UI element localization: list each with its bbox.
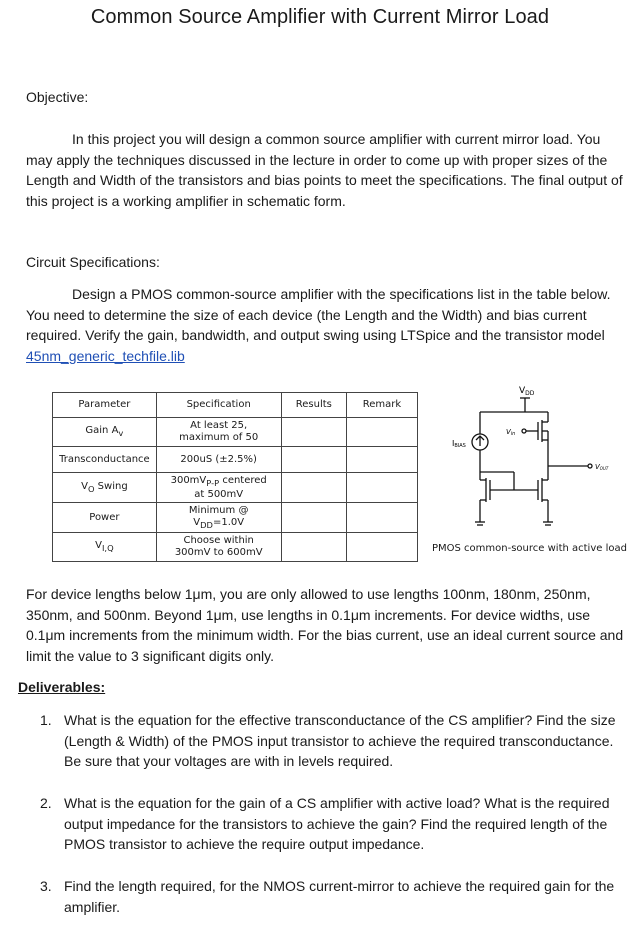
param-cell: Gain $A_v$	[53, 418, 157, 447]
spec-cell: $300mV_{P-P}$ centered at 500mV	[156, 473, 281, 503]
list-number: 2.	[40, 795, 52, 811]
param-cell: Power	[53, 503, 157, 533]
list-number: 3.	[40, 878, 52, 894]
table-header-row	[53, 393, 418, 418]
results-cell[interactable]	[281, 447, 346, 473]
spec-cell: At least 25, maximum of 50	[156, 418, 281, 447]
deliverables-heading: Deliverables:	[18, 679, 106, 695]
results-cell[interactable]	[281, 533, 346, 562]
vdd-label: $V_{DD}$	[519, 386, 535, 397]
results-cell[interactable]	[281, 473, 346, 503]
param-cell: $V_O$ Swing	[53, 473, 157, 503]
specs-paragraph	[26, 284, 626, 366]
header-remark: Remark	[347, 393, 418, 418]
remark-cell[interactable]	[347, 418, 418, 447]
list-item	[40, 876, 625, 917]
specs-text: Design a PMOS common-source amplifier with the specifications list in the table below. You need to determine the size of each device (the Length and the Width) and bias current required. Verify the gain, bandwidth, and output swing using LTSpice and the transistor model	[26, 286, 611, 343]
objective-heading: Objective:	[26, 89, 89, 105]
remark-cell[interactable]	[347, 503, 418, 533]
param-cell: $V_{I,Q}$	[53, 533, 157, 562]
constraints-paragraph: For device lengths below 1μm, you are only allowed to use lengths 100nm, 180nm, 250nm, 350nm, and 500nm. Beyond 1μm, use lengths in 0.1μm increments. For device widths, use 0.1μm increments from the minimum width. For the bias current, use an ideal current source and limit the value to 3 significant digits only.	[26, 586, 624, 664]
vout-label: VOUT	[595, 463, 609, 471]
objective-paragraph	[26, 129, 626, 211]
remark-cell[interactable]	[347, 473, 418, 503]
page-title: Common Source Amplifier with Current Mirror Load	[90, 6, 550, 28]
table-row	[53, 533, 418, 562]
table-row	[53, 447, 418, 473]
results-cell[interactable]	[281, 503, 346, 533]
spec-cell: 200uS (±2.5%)	[156, 447, 281, 473]
remark-cell[interactable]	[347, 447, 418, 473]
circuit-caption: PMOS common-source with active load	[432, 543, 627, 554]
vin-label: Vin	[506, 428, 516, 437]
results-cell[interactable]	[281, 418, 346, 447]
table-row	[53, 473, 418, 503]
list-text: What is the equation for the effective transconductance of the CS amplifier? Find the size (Length & Width) of the PMOS input transistor to achieve the required transconductance. Be sure that your voltages are with in levels required.	[64, 712, 616, 769]
list-number: 1.	[40, 712, 52, 728]
header-results: Results	[281, 393, 346, 418]
specs-heading: Circuit Specifications:	[26, 254, 160, 270]
techfile-link[interactable]: 45nm_generic_techfile.lib	[26, 347, 185, 364]
list-item	[40, 793, 625, 855]
spec-cell: Choose within 300mV to 600mV	[156, 533, 281, 562]
circuit-schematic	[440, 382, 630, 544]
param-cell: Transconductance	[53, 447, 157, 473]
list-item	[40, 710, 625, 772]
spec-table	[52, 392, 418, 562]
table-row	[53, 503, 418, 533]
spec-cell: Minimum @ $V_{DD}=1.0V$	[156, 503, 281, 533]
header-specification: Specification	[156, 393, 281, 418]
list-text: Find the length required, for the NMOS current-mirror to achieve the required gain for the amplifier.	[64, 878, 615, 915]
ibias-label: IBIAS	[452, 439, 466, 449]
list-text: What is the equation for the gain of a CS amplifier with active load? What is the required output impedance for the transistors to achieve the gain? Find the required length of the PMOS transistor to achieve the require output impedance.	[64, 795, 610, 852]
remark-cell[interactable]	[347, 533, 418, 562]
header-parameter: Parameter	[53, 393, 157, 418]
objective-text: In this project you will design a common source amplifier with current mirror load. You may apply the techniques discussed in the lecture in order to come up with proper sizes of the Length and Width of the transistors and bias points to meet the specifications. The final output of this project is a working amplifier in schematic form.	[26, 131, 623, 209]
table-row	[53, 418, 418, 447]
